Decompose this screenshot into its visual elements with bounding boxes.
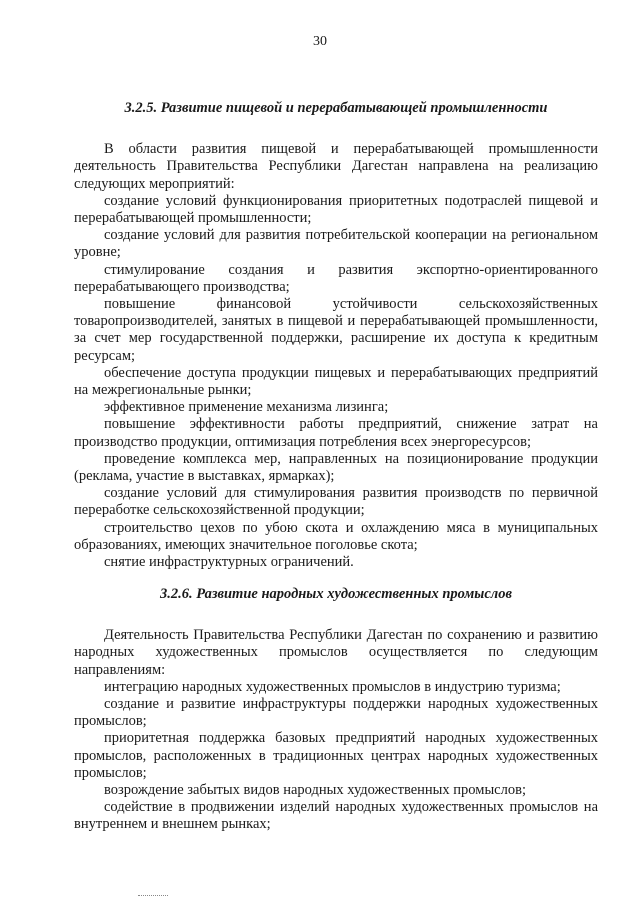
list-item: возрождение забытых видов народных художественных промыслов; bbox=[104, 782, 526, 799]
list-item: снятие инфраструктурных ограничений. bbox=[104, 554, 354, 571]
list-item: создание и развитие инфраструктуры поддержки народных художественных промыслов; bbox=[74, 696, 598, 730]
list-item: содействие в продвижении изделий народных художественных промыслов на внутреннем и внешнем рынках; bbox=[74, 799, 598, 833]
list-item: обеспечение доступа продукции пищевых и перерабатывающих предприятий на межрегиональные рынки; bbox=[74, 364, 598, 399]
list-item: эффективное применение механизма лизинга; bbox=[104, 399, 389, 416]
section-food-industry bbox=[74, 100, 598, 571]
list-item: проведение комплекса мер, направленных на позиционирование продукции (реклама, участие в выставках, ярмарках); bbox=[74, 450, 598, 485]
section-heading: 3.2.6. Развитие народных художественных промыслов bbox=[160, 586, 512, 602]
list-item: повышение эффективности работы предприятий, снижение затрат на производство продукции, оптимизация потребления всех энергоресурсов; bbox=[74, 416, 598, 450]
list-item: приоритетная поддержка базовых предприятий народных художественных промыслов, расположенных в традиционных центрах народных художественных промыслов; bbox=[74, 730, 598, 781]
list-item: создание условий для стимулирования развития производств по первичной переработке сельскохозяйственной продукции; bbox=[74, 485, 598, 519]
list-item: стимулирование создания и развития экспортно-ориентированного перерабатывающего производства; bbox=[74, 261, 598, 295]
list-item: создание условий функционирования приоритетных подотраслей пищевой и перерабатывающей промышленности; bbox=[74, 192, 598, 227]
section-folk-crafts bbox=[74, 586, 598, 834]
page-number: 30 bbox=[313, 34, 327, 49]
list-item: создание условий для развития потребительской кооперации на региональном уровне; bbox=[74, 227, 598, 261]
list-item: интеграцию народных художественных промыслов в индустрию туризма; bbox=[104, 678, 561, 695]
section-heading: 3.2.5. Развитие пищевой и перерабатывающей промышленности bbox=[124, 100, 548, 116]
list-item: повышение финансовой устойчивости сельскохозяйственных товаропроизводителей, занятых в пищевой и перерабатывающей промышленности, за счет мер государственной поддержки, расширение их доступа к кредитным ресурсам; bbox=[74, 296, 598, 364]
paragraph: В области развития пищевой и перерабатывающей промышленности деятельность Правительства Республики Дагестан направлена на реализацию следующих мероприятий: bbox=[74, 141, 598, 192]
paragraph: Деятельность Правительства Республики Дагестан по сохранению и развитию народных художественных промыслов осуществляется по следующим направлениям: bbox=[74, 627, 598, 678]
scan-artifact bbox=[138, 895, 168, 897]
list-item: строительство цехов по убою скота и охлаждению мяса в муниципальных образованиях, имеющих значительное поголовье скота; bbox=[74, 519, 598, 553]
